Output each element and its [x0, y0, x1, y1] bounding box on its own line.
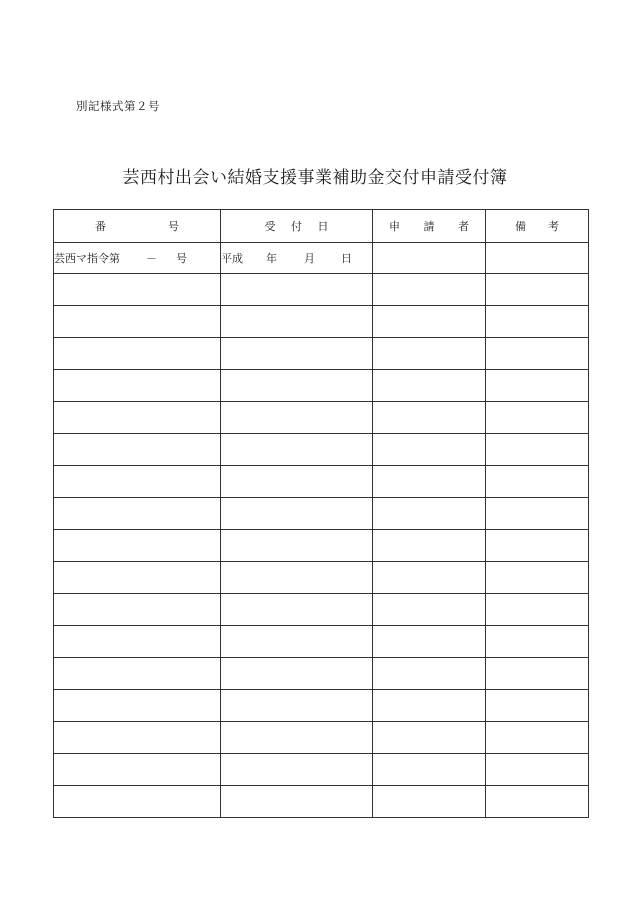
number-cell[interactable]: [54, 498, 221, 530]
header-remarks-char-1: 備: [515, 220, 526, 233]
remarks-cell[interactable]: [486, 306, 589, 338]
remarks-cell[interactable]: [486, 690, 589, 722]
receipt-date-cell[interactable]: [221, 754, 373, 786]
applicant-cell[interactable]: [373, 658, 486, 690]
receipt-date-cell[interactable]: [221, 402, 373, 434]
applicant-cell[interactable]: [373, 754, 486, 786]
number-cell[interactable]: [54, 594, 221, 626]
remarks-cell[interactable]: [486, 243, 589, 274]
receipt-date-cell[interactable]: [221, 370, 373, 402]
table-row: [54, 498, 589, 530]
applicant-cell[interactable]: [373, 594, 486, 626]
remarks-cell[interactable]: [486, 530, 589, 562]
table-row: [54, 658, 589, 690]
applicant-cell[interactable]: [373, 626, 486, 658]
table-row: [54, 562, 589, 594]
remarks-cell[interactable]: [486, 722, 589, 754]
table-row: [54, 594, 589, 626]
number-cell[interactable]: [54, 562, 221, 594]
header-receipt-date-char-3: 日: [317, 220, 329, 233]
remarks-cell[interactable]: [486, 402, 589, 434]
form-number-label: 別記様式第２号: [76, 99, 160, 113]
number-cell[interactable]: [54, 658, 221, 690]
date-month-label: 月: [304, 252, 315, 265]
applicant-cell[interactable]: [373, 530, 486, 562]
remarks-cell[interactable]: [486, 658, 589, 690]
remarks-cell[interactable]: [486, 274, 589, 306]
applicant-cell[interactable]: [373, 243, 486, 274]
number-cell[interactable]: [54, 434, 221, 466]
header-number-char-2: 号: [168, 220, 179, 233]
applicant-cell[interactable]: [373, 690, 486, 722]
header-receipt-date-char-1: 受: [264, 220, 276, 233]
remarks-cell[interactable]: [486, 562, 589, 594]
applicant-cell[interactable]: [373, 786, 486, 818]
number-cell[interactable]: [54, 243, 221, 274]
remarks-cell[interactable]: [486, 594, 589, 626]
remarks-cell[interactable]: [486, 434, 589, 466]
header-number-char-1: 番: [95, 220, 106, 233]
receipt-date-cell[interactable]: [221, 594, 373, 626]
receipt-date-cell[interactable]: [221, 434, 373, 466]
applicant-cell[interactable]: [373, 274, 486, 306]
table-row: [54, 722, 589, 754]
remarks-cell[interactable]: [486, 466, 589, 498]
table-row: [54, 434, 589, 466]
applicant-cell[interactable]: [373, 306, 486, 338]
receipt-date-cell[interactable]: [221, 306, 373, 338]
receipt-date-cell[interactable]: [221, 786, 373, 818]
header-number: [54, 210, 221, 243]
number-cell[interactable]: [54, 338, 221, 370]
remarks-cell[interactable]: [486, 338, 589, 370]
number-prefix: 芸西マ指令第: [54, 252, 120, 265]
application-register-table: [53, 209, 589, 818]
table-row: [54, 243, 589, 274]
date-era: 平成: [221, 252, 243, 265]
applicant-cell[interactable]: [373, 498, 486, 530]
applicant-cell[interactable]: [373, 434, 486, 466]
table-row: [54, 530, 589, 562]
receipt-date-cell[interactable]: [221, 626, 373, 658]
header-applicant: [373, 210, 486, 243]
number-cell[interactable]: [54, 274, 221, 306]
table-row: [54, 402, 589, 434]
remarks-cell[interactable]: [486, 370, 589, 402]
header-receipt-date: [221, 210, 373, 243]
header-remarks-char-2: 考: [548, 220, 559, 233]
receipt-date-cell[interactable]: [221, 274, 373, 306]
number-suffix: 号: [176, 252, 187, 265]
number-cell[interactable]: [54, 722, 221, 754]
receipt-date-cell[interactable]: [221, 690, 373, 722]
remarks-cell[interactable]: [486, 754, 589, 786]
remarks-cell[interactable]: [486, 786, 589, 818]
table-row: [54, 338, 589, 370]
receipt-date-cell[interactable]: [221, 722, 373, 754]
number-cell[interactable]: [54, 466, 221, 498]
receipt-date-cell[interactable]: [221, 562, 373, 594]
applicant-cell[interactable]: [373, 722, 486, 754]
applicant-cell[interactable]: [373, 370, 486, 402]
applicant-cell[interactable]: [373, 338, 486, 370]
number-cell[interactable]: [54, 530, 221, 562]
table-row: [54, 306, 589, 338]
receipt-date-cell[interactable]: [221, 466, 373, 498]
applicant-cell[interactable]: [373, 402, 486, 434]
table-row: [54, 466, 589, 498]
remarks-cell[interactable]: [486, 498, 589, 530]
applicant-cell[interactable]: [373, 562, 486, 594]
table-row: [54, 370, 589, 402]
header-applicant-char-2: 請: [423, 220, 435, 233]
table-row: [54, 274, 589, 306]
receipt-date-cell[interactable]: [221, 498, 373, 530]
receipt-date-cell[interactable]: [221, 658, 373, 690]
receipt-date-cell[interactable]: [221, 530, 373, 562]
number-cell[interactable]: [54, 690, 221, 722]
receipt-date-cell[interactable]: [221, 243, 373, 274]
number-cell[interactable]: [54, 306, 221, 338]
header-applicant-char-3: 者: [458, 220, 469, 233]
number-cell[interactable]: [54, 370, 221, 402]
document-title: 芸西村出会い結婚支援事業補助金交付申請受付簿: [122, 168, 508, 188]
header-receipt-date-char-2: 付: [291, 220, 302, 233]
applicant-cell[interactable]: [373, 466, 486, 498]
number-dash: －: [146, 252, 157, 265]
table-row: [54, 786, 589, 818]
header-applicant-char-1: 申: [389, 220, 400, 233]
remarks-cell[interactable]: [486, 626, 589, 658]
table-row: [54, 626, 589, 658]
date-year-label: 年: [266, 252, 277, 265]
header-row: [54, 210, 589, 243]
receipt-date-cell[interactable]: [221, 338, 373, 370]
number-cell[interactable]: [54, 754, 221, 786]
number-cell[interactable]: [54, 626, 221, 658]
header-remarks: [486, 210, 589, 243]
table-row: [54, 690, 589, 722]
number-cell[interactable]: [54, 402, 221, 434]
number-cell[interactable]: [54, 786, 221, 818]
date-day-label: 日: [341, 252, 352, 265]
table-row: [54, 754, 589, 786]
